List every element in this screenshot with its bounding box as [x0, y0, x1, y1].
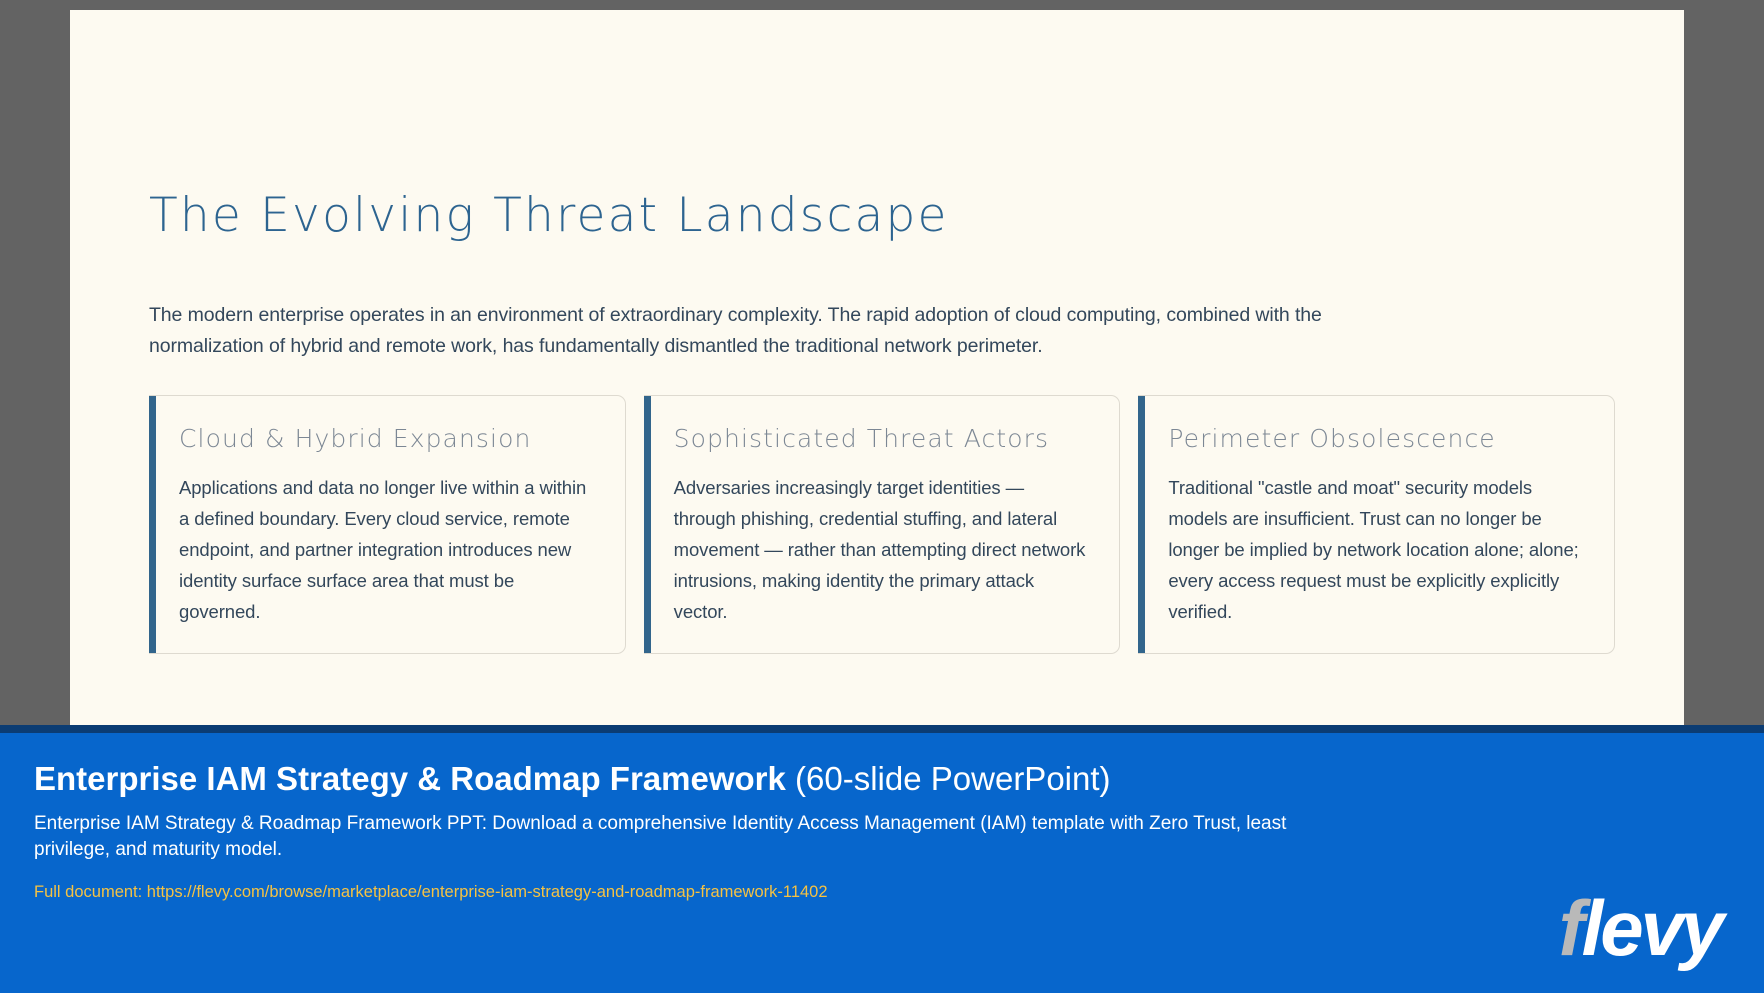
card-title: Sophisticated Threat Actors	[673, 423, 1050, 453]
card-title: Cloud & Hybrid Expansion	[179, 423, 532, 453]
card-body: Adversaries increasingly target identities — through phishing, credential stuffing, and lateral movement — rather than attempting direct network intrusions, making identity the primary attack vector.	[673, 476, 1086, 623]
flevy-footer-banner	[0, 725, 1764, 993]
page-title: The Evolving Threat Landscape	[149, 188, 949, 243]
svg-text:flevy: flevy	[1558, 887, 1722, 972]
card-title: Perimeter Obsolescence	[1168, 423, 1496, 453]
card-sophisticated-threat-actors	[644, 395, 1121, 654]
footer-title	[34, 760, 1111, 798]
intro-paragraph: The modern enterprise operates in an environment of extraordinary complexity. The rapid adoption of cloud computing, combined with the normalization of hybrid and remote work, has fundamentally dismantled the traditional network perimeter.	[149, 303, 1322, 358]
card-accent-bar	[644, 396, 651, 653]
card-row	[149, 395, 1615, 654]
flevy-logo	[1540, 887, 1740, 973]
card-accent-bar	[149, 396, 156, 653]
card-body: Traditional "castle and moat" security models models are insufficient. Trust can no longer be longer be implied by network location alone; alone; every access request must be explicitly explicitly verified.	[1168, 476, 1579, 623]
slide-content	[149, 190, 1615, 654]
slide-canvas	[70, 10, 1684, 810]
footer-description: Enterprise IAM Strategy & Roadmap Framework PPT: Download a comprehensive Identity Access Management (IAM) template with Zero Trust, least privilege, and maturity model.	[34, 813, 1287, 861]
footer-document-url[interactable]: Full document: https://flevy.com/browse/marketplace/enterprise-iam-strategy-and-roadmap-framework-11402	[34, 883, 828, 901]
card-perimeter-obsolescence	[1138, 395, 1615, 654]
card-cloud-hybrid-expansion	[149, 395, 626, 654]
footer-title-light: (60-slide PowerPoint)	[785, 760, 1111, 797]
card-body: Applications and data no longer live within a within a defined boundary. Every cloud service, remote endpoint, and partner integration introduces new identity surface surface area that must be governed.	[179, 476, 587, 623]
footer-title-strong: Enterprise IAM Strategy & Roadmap Framework	[34, 760, 786, 797]
card-accent-bar	[1138, 396, 1145, 653]
